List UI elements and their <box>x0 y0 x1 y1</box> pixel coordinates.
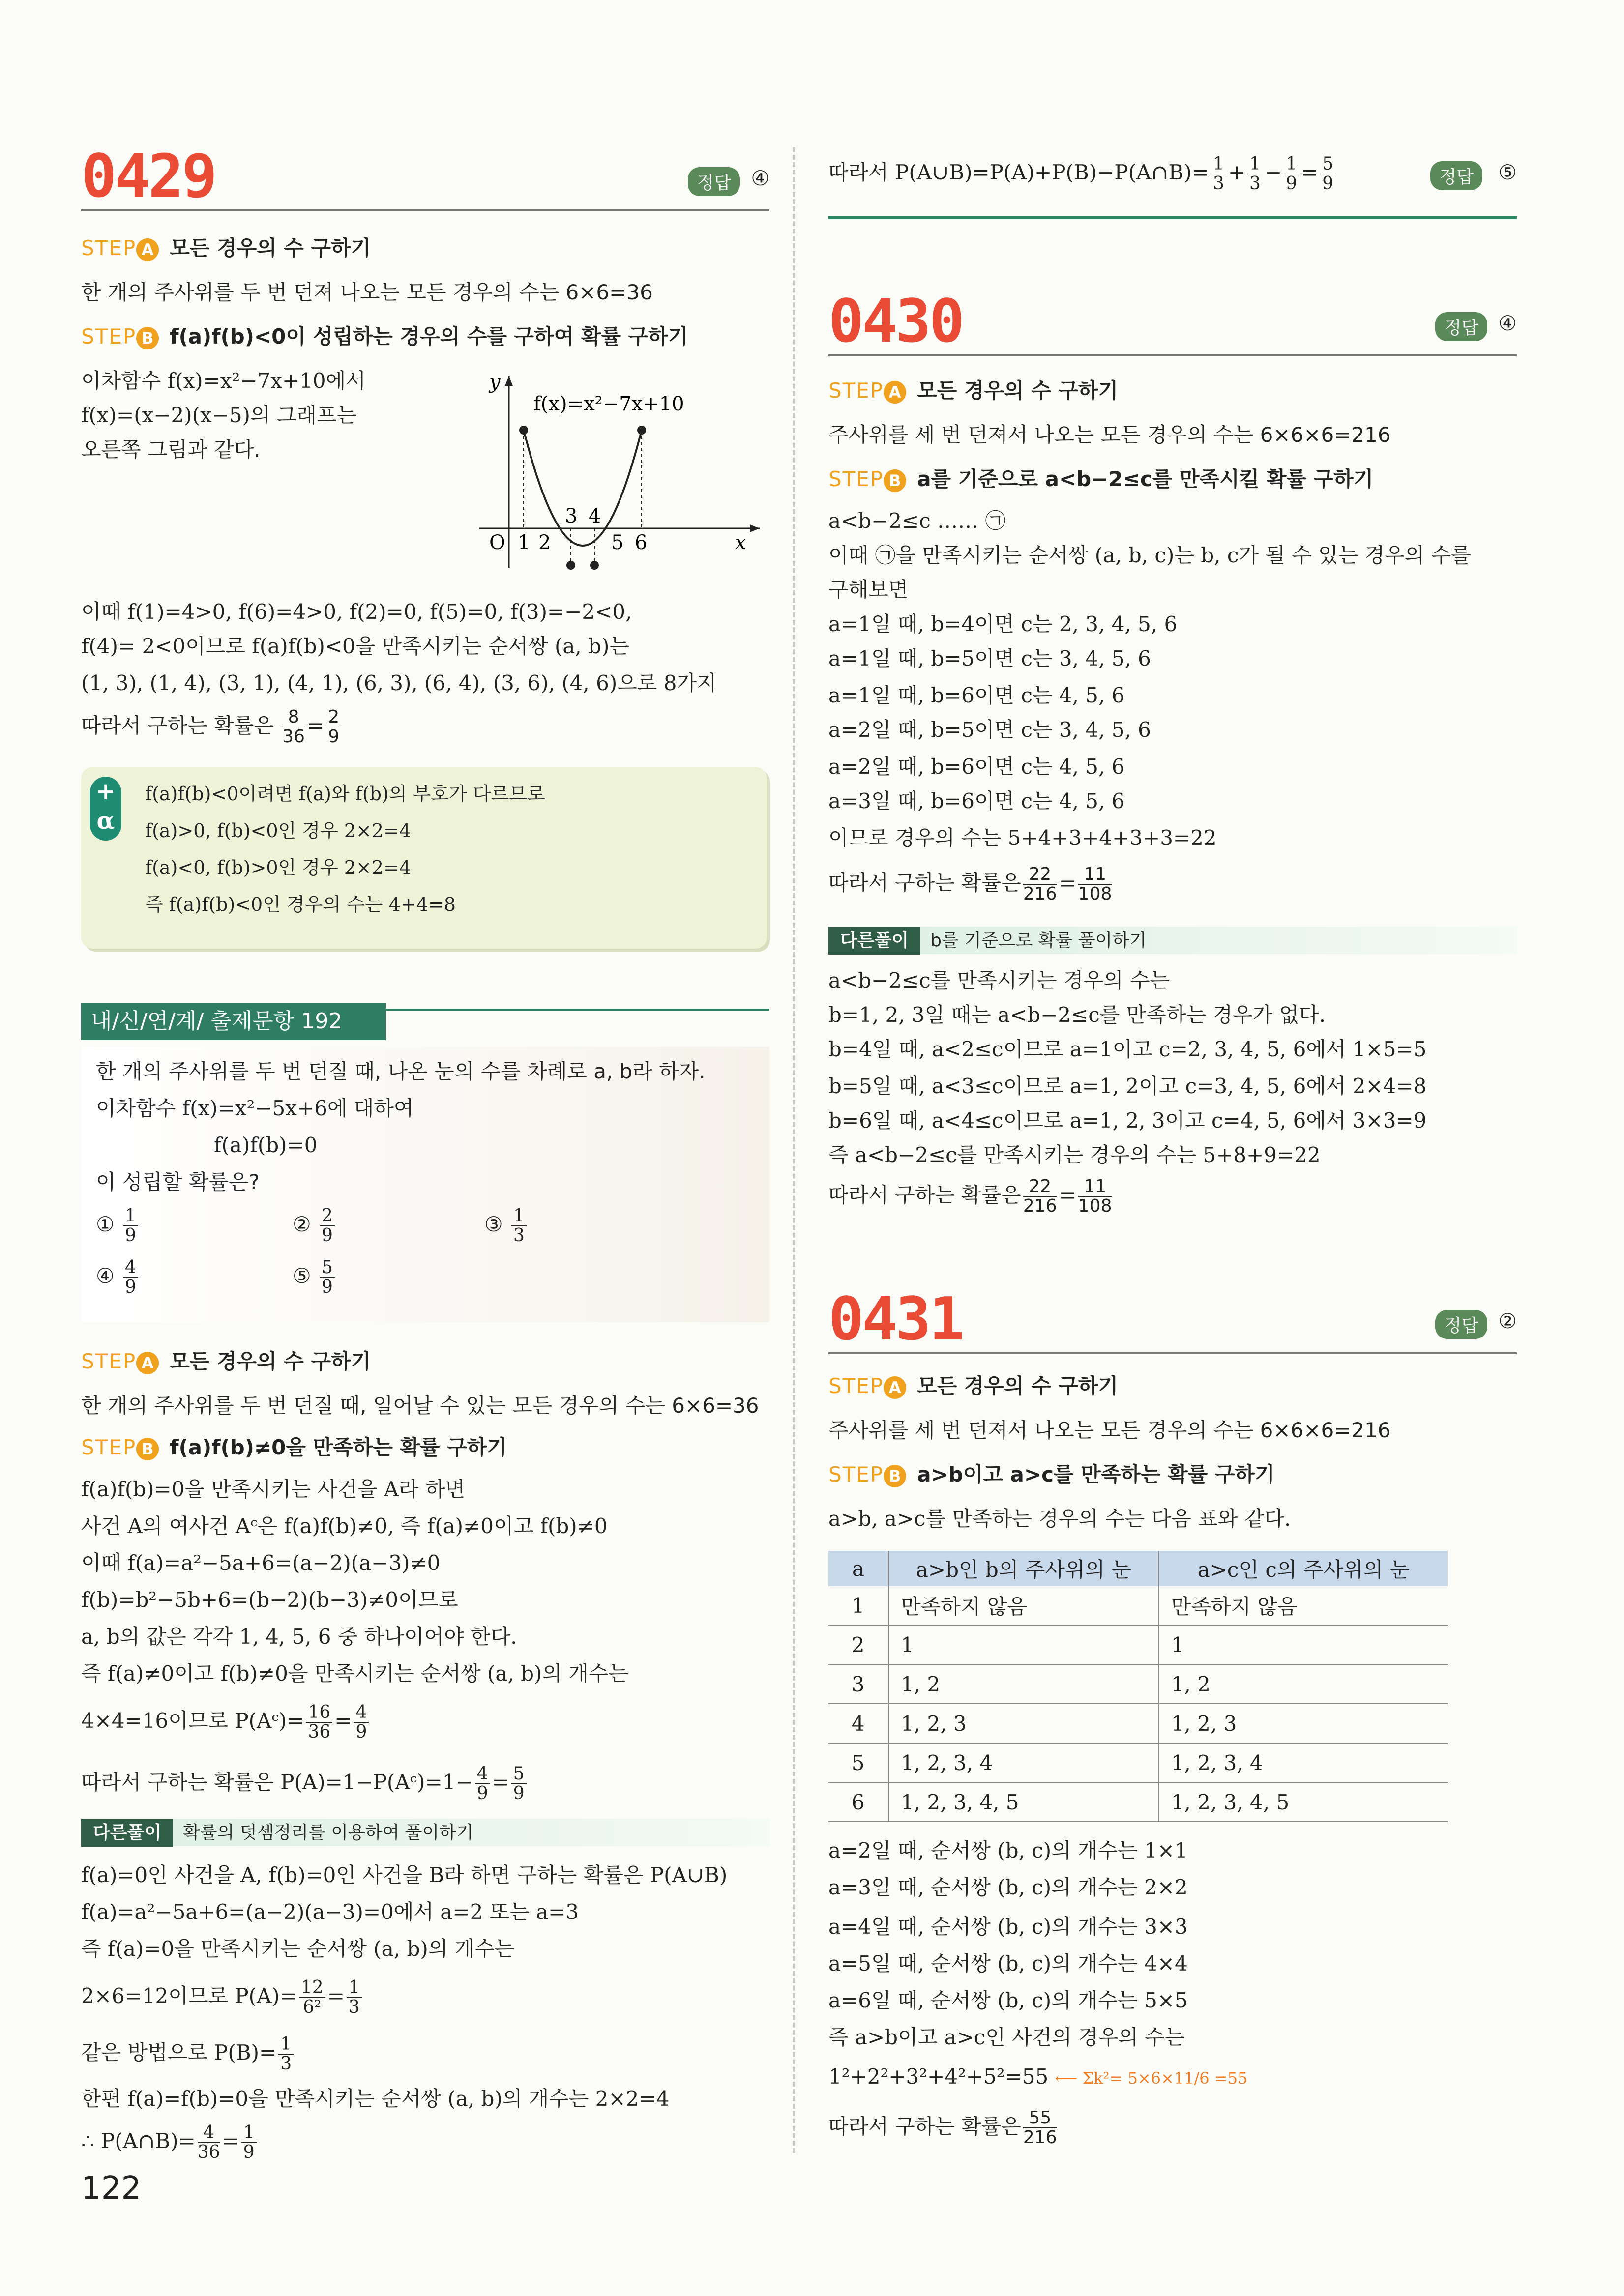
alt-solution-title: b를 기준으로 확률 풀이하기 <box>930 930 1147 951</box>
tip-line: 즉 f(a)f(b)<0인 경우의 수는 4+4=8 <box>145 894 456 915</box>
choice-2[interactable]: ② $\frac{2}{9}$ <box>293 1207 337 1245</box>
answer-badge: 정답 <box>1435 312 1487 341</box>
probability-line: 따라서 구하는 확률은 $\frac{8}{36}$ = $\frac{2}{9}$ <box>81 708 343 746</box>
alt-solution-label: 다른풀이 <box>81 1819 173 1847</box>
tick-label: 5 <box>611 531 624 554</box>
table-row: 6 1, 2, 3, 4, 5 1, 2, 3, 4, 5 <box>828 1782 1448 1822</box>
probability-line: 따라서 구하는 확률은 $\frac{55}{216}$ <box>828 2108 1057 2148</box>
text-line: b=4일 때, a<2≤c이므로 a=1이고 c=2, 3, 4, 5, 6에서 1×5=5 <box>828 1037 1427 1061</box>
related-problem-box <box>81 1047 769 1322</box>
y-axis-label: y <box>489 371 501 393</box>
step-a: STEP A 모든 경우의 수 구하기 <box>81 236 371 260</box>
related-problem-title: 내/신/연/계/ 출제문항 192 <box>81 1003 386 1040</box>
tip-line: f(a)f(b)<0이려면 f(a)와 f(b)의 부호가 다르므로 <box>145 783 545 805</box>
text-line: 이때 f(1)=4>0, f(6)=4>0, f(2)=0, f(5)=0, f(3)=−2<0, <box>81 600 632 624</box>
text-line: f(4)= 2<0이므로 f(a)f(b)<0을 만족시키는 순서쌍 (a, b)는 <box>81 634 629 658</box>
step-a-text: 한 개의 주사위를 두 번 던져 나오는 모든 경우의 수는 6×6=36 <box>81 280 653 304</box>
answer-value: ④ <box>751 166 769 190</box>
problem-number: 0431 <box>828 1285 963 1354</box>
text-line: a=3일 때, 순서쌍 (b, c)의 개수는 2×2 <box>828 1875 1188 1899</box>
text-line: a=2일 때, 순서쌍 (b, c)의 개수는 1×1 <box>828 1838 1188 1862</box>
table-row: 5 1, 2, 3, 4 1, 2, 3, 4 <box>828 1743 1448 1782</box>
text-line: a=4일 때, 순서쌍 (b, c)의 개수는 3×3 <box>828 1915 1188 1939</box>
fraction: $\frac{2}{9}$ <box>326 708 341 746</box>
tick-label: 4 <box>589 505 601 527</box>
probability-line: 따라서 구하는 확률은 $\frac{22}{216}$ = $\frac{11}{108}$ <box>828 864 1112 904</box>
question-line: f(a)f(b)=0 <box>214 1133 318 1157</box>
related-problem-header <box>81 1003 769 1046</box>
table-header-row <box>828 1551 1448 1586</box>
step-b: STEP B f(a)f(b)≠0을 만족하는 확률 구하기 <box>81 1435 507 1459</box>
step-a: STEP A 모든 경우의 수 구하기 <box>81 1349 371 1373</box>
question-line: 이 성립할 확률은? <box>96 1170 260 1194</box>
text-line: 따라서 구하는 확률은 P(A)=1−P(Aᶜ)=1− $\frac{4}{9}$ = $\frac{5}{9}$ <box>81 1765 529 1803</box>
text-line: 오른쪽 그림과 같다. <box>81 437 261 462</box>
tick-label: 1 <box>518 531 531 554</box>
text-line: 이므로 경우의 수는 5+4+3+4+3+3=22 <box>828 826 1217 850</box>
table-row: 2 1 1 <box>828 1625 1448 1664</box>
text-line: a=1일 때, b=5이면 c는 3, 4, 5, 6 <box>828 646 1151 670</box>
origin-label: O <box>489 531 505 554</box>
text-line: 이때 f(a)=a²−5a+6=(a−2)(a−3)≠0 <box>81 1551 441 1575</box>
problem-header-0430 <box>828 288 1517 356</box>
probability-line: 따라서 구하는 확률은 $\frac{22}{216}$ = $\frac{11}{108}$ <box>828 1176 1112 1216</box>
table-header: a <box>828 1551 888 1586</box>
tip-line: f(a)>0, f(b)<0인 경우 2×2=4 <box>145 820 412 842</box>
plus-alpha-icon: + α <box>90 777 121 841</box>
sum-line: 1²+2²+3²+4²+5²=55 ⟵ Σk²= 5×6×11/6 =55 <box>828 2064 1248 2089</box>
problem-number: 0429 <box>81 143 215 211</box>
table-row: 1 만족하지 않음 만족하지 않음 <box>828 1586 1448 1625</box>
answer-value: ④ <box>1498 311 1517 335</box>
page-number: 122 <box>81 2170 142 2207</box>
alt-solution-title: 확률의 덧셈정리를 이용하여 풀이하기 <box>183 1823 473 1843</box>
step-b: STEP B f(a)f(b)<0이 성립하는 경우의 수를 구하여 확률 구하기 <box>81 324 688 349</box>
text-line: 즉 f(a)≠0이고 f(b)≠0을 만족시키는 순서쌍 (a, b)의 개수는 <box>81 1661 629 1686</box>
step-a-text: 주사위를 세 번 던져서 나오는 모든 경우의 수는 6×6×6=216 <box>828 423 1391 447</box>
text-line: a, b의 값은 각각 1, 4, 5, 6 중 하나이어야 한다. <box>81 1625 517 1649</box>
problem-header-0429 <box>81 143 769 211</box>
text-line: a<b−2≤c를 만족시키는 경우의 수는 <box>828 968 1170 992</box>
text-line: f(a)=a²−5a+6=(a−2)(a−3)=0에서 a=2 또는 a=3 <box>81 1900 579 1924</box>
answer-badge: 정답 <box>688 167 740 196</box>
text-line: 사건 A의 여사건 Aᶜ은 f(a)f(b)≠0, 즉 f(a)≠0이고 f(b)≠0 <box>81 1514 608 1538</box>
question-line: 한 개의 주사위를 두 번 던질 때, 나온 눈의 수를 차례로 a, b라 하자. <box>96 1059 706 1083</box>
answer-badge: 정답 <box>1430 161 1482 190</box>
x-axis-label: x <box>735 531 746 554</box>
text-line: f(b)=b²−5b+6=(b−2)(b−3)≠0이므로 <box>81 1588 458 1612</box>
step-b: STEP B a를 기준으로 a<b−2≤c를 만족시킬 확률 구하기 <box>828 467 1374 491</box>
alt-solution-bar <box>828 927 1517 954</box>
table-header: a>c인 c의 주사위의 눈 <box>1159 1551 1448 1586</box>
text-line: (1, 3), (1, 4), (3, 1), (4, 1), (6, 3), (6, 4), (3, 6), (4, 6)으로 8가지 <box>81 671 717 695</box>
text-line: f(a)f(b)=0을 만족시키는 사건을 A라 하면 <box>81 1477 466 1501</box>
header-rule <box>81 209 769 211</box>
parabola-graph <box>470 366 765 573</box>
case-table <box>828 1551 1448 1822</box>
text-line: 같은 방법으로 P(B)= $\frac{1}{3}$ <box>81 2035 295 2073</box>
choice-4[interactable]: ④ $\frac{4}{9}$ <box>96 1258 140 1297</box>
choice-1[interactable]: ① $\frac{1}{9}$ <box>96 1207 140 1245</box>
tick-label: 6 <box>635 531 648 554</box>
text-line: 한편 f(a)=f(b)=0을 만족시키는 순서쌍 (a, b)의 개수는 2×2=4 <box>81 2087 670 2111</box>
answer-badge: 정답 <box>1435 1310 1487 1339</box>
text-line: a=2일 때, b=6이면 c는 4, 5, 6 <box>828 755 1125 779</box>
text-line: a=2일 때, b=5이면 c는 3, 4, 5, 6 <box>828 718 1151 742</box>
text-line: 4×4=16이므로 P(Aᶜ)= $\frac{16}{36}$ = $\frac{4}{9}$ <box>81 1703 371 1742</box>
text-line: 구해보면 <box>828 578 909 602</box>
text-line: a=3일 때, b=6이면 c는 4, 5, 6 <box>828 789 1125 813</box>
question-line: 이차함수 f(x)=x²−5x+6에 대하여 <box>96 1096 414 1120</box>
table-header: a>b인 b의 주사위의 눈 <box>888 1551 1159 1586</box>
text-line: a=1일 때, b=6이면 c는 4, 5, 6 <box>828 683 1125 707</box>
tip-line: f(a)<0, f(b)>0인 경우 2×2=4 <box>145 857 412 878</box>
tick-label: 3 <box>565 505 578 527</box>
sum-note: ⟵ Σk²= 5×6×11/6 =55 <box>1055 2069 1248 2088</box>
text-line: a<b−2≤c …… ㉠ <box>828 509 1006 533</box>
problem-header-0431 <box>828 1285 1517 1354</box>
problem-number: 0430 <box>828 288 963 356</box>
answer-value: ② <box>1498 1309 1517 1333</box>
text-line: a>b, a>c를 만족하는 경우의 수는 다음 표와 같다. <box>828 1507 1291 1531</box>
text-line: 즉 f(a)=0을 만족시키는 순서쌍 (a, b)의 개수는 <box>81 1937 515 1961</box>
step-b: STEP B a>b이고 a>c를 만족하는 확률 구하기 <box>828 1462 1275 1486</box>
column-divider <box>793 147 795 2153</box>
text-line: b=6일 때, a<4≤c이므로 a=1, 2, 3이고 c=4, 5, 6에서 3×3=9 <box>828 1108 1427 1133</box>
text-line: a=5일 때, 순서쌍 (b, c)의 개수는 4×4 <box>828 1951 1188 1976</box>
text-line: 2×6=12이므로 P(A)= $\frac{12}{\text{6²}}$ = $\frac{1}{3}$ <box>81 1978 364 2017</box>
step-a: STEP A 모든 경우의 수 구하기 <box>828 378 1119 403</box>
section-rule <box>828 216 1517 219</box>
table-row: 3 1, 2 1, 2 <box>828 1664 1448 1704</box>
fraction: $\frac{8}{36}$ <box>282 707 305 747</box>
step-a-text: 주사위를 세 번 던져서 나오는 모든 경우의 수는 6×6×6=216 <box>828 1418 1391 1442</box>
alt-solution-bar <box>81 1819 769 1846</box>
text-line: 이때 ㉠을 만족시키는 순서쌍 (a, b, c)는 b, c가 될 수 있는 경우의 수를 <box>828 543 1471 567</box>
tip-box <box>81 767 767 949</box>
text-line: a=1일 때, b=4이면 c는 2, 3, 4, 5, 6 <box>828 612 1178 636</box>
step-a: STEP A 모든 경우의 수 구하기 <box>828 1374 1119 1398</box>
table-row: 4 1, 2, 3 1, 2, 3 <box>828 1704 1448 1743</box>
text-line: 이차함수 f(x)=x²−7x+10에서 <box>81 369 366 393</box>
text-line: f(x)=(x−2)(x−5)의 그래프는 <box>81 403 357 427</box>
alt-solution-label: 다른풀이 <box>828 927 920 955</box>
choice-5[interactable]: ⑤ $\frac{5}{9}$ <box>293 1258 337 1297</box>
step-a-text: 한 개의 주사위를 두 번 던질 때, 일어날 수 있는 모든 경우의 수는 6×6=36 <box>81 1394 759 1418</box>
text-line: f(a)=0인 사건을 A, f(b)=0인 사건을 B라 하면 구하는 확률은 P(A∪B) <box>81 1863 728 1887</box>
text-line: b=5일 때, a<3≤c이므로 a=1, 2이고 c=3, 4, 5, 6에서 2×4=8 <box>828 1074 1427 1098</box>
choice-3[interactable]: ③ $\frac{1}{3}$ <box>484 1207 529 1245</box>
y-arrow <box>505 376 513 386</box>
function-label: f(x)=x²−7x+10 <box>533 393 684 415</box>
text-line: 즉 a>b이고 a>c인 사건의 경우의 수는 <box>828 2025 1185 2049</box>
tick-label: 2 <box>538 531 551 554</box>
text-line: ∴ P(A∩B)= $\frac{4}{36}$ = $\frac{1}{9}$ <box>81 2123 259 2162</box>
text-line: b=1, 2, 3일 때는 a<b−2≤c를 만족하는 경우가 없다. <box>828 1003 1326 1027</box>
text-line: a=6일 때, 순서쌍 (b, c)의 개수는 5×5 <box>828 1988 1188 2012</box>
text-line: 즉 a<b−2≤c를 만족시키는 경우의 수는 5+8+9=22 <box>828 1143 1321 1167</box>
union-probability-line: 따라서 P(A∪B)=P(A)+P(B)−P(A∩B)= $\frac{1}{3}$ + $\frac{1}{3}$ − $\frac{1}{9}$ = $\frac{5}{9}$ <box>828 155 1337 193</box>
x-arrow <box>750 524 760 532</box>
answer-value: ⑤ <box>1498 160 1517 184</box>
